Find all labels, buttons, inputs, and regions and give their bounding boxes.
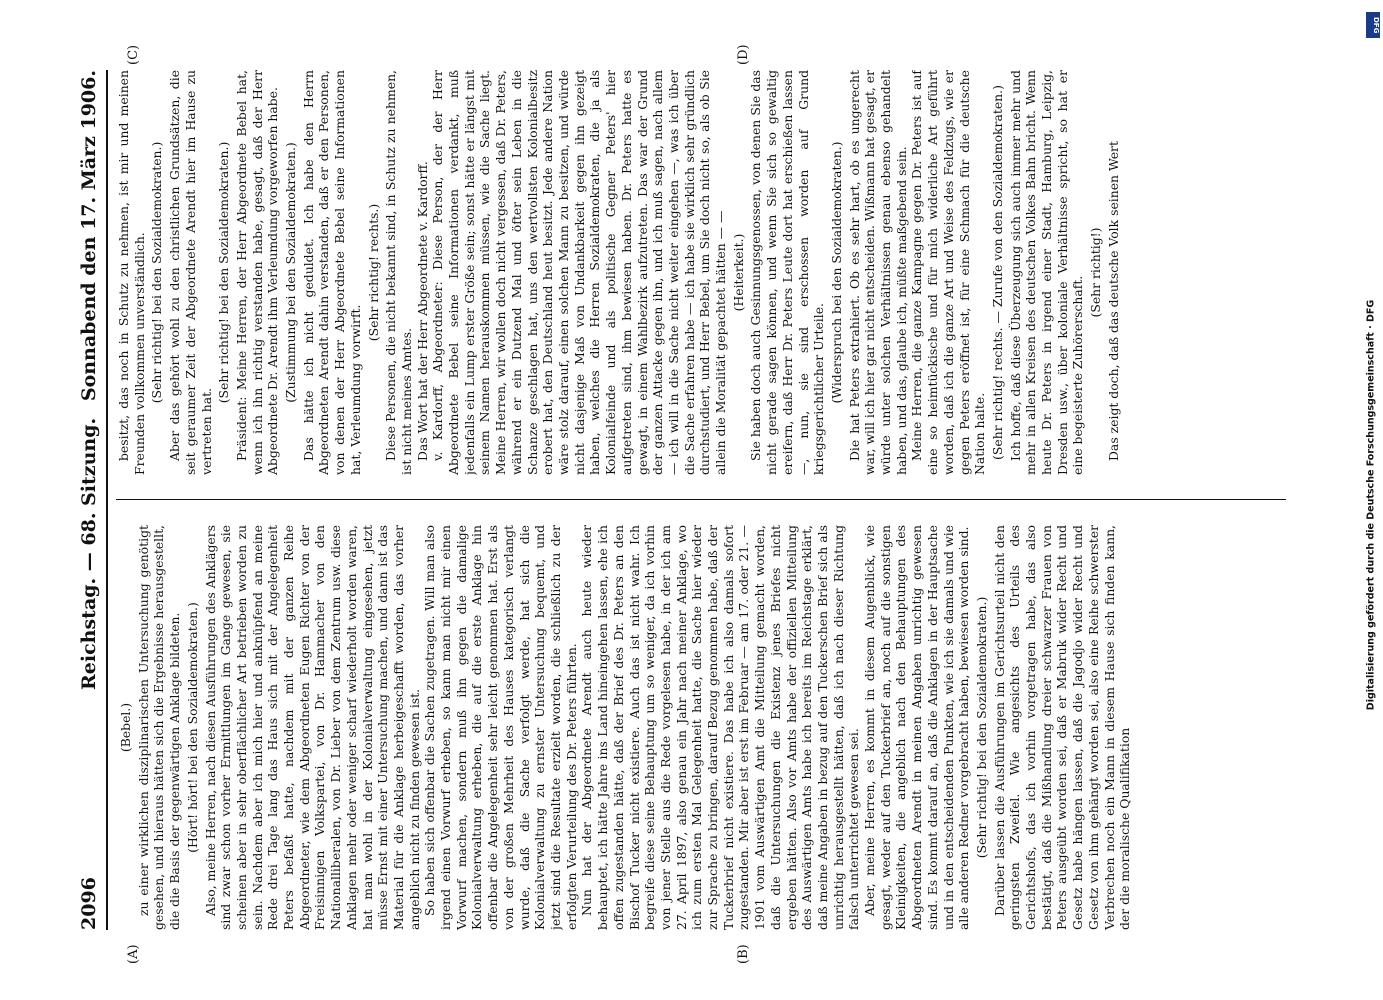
column-right (116, 70, 1286, 475)
digitization-credit (1362, 20, 1380, 990)
paragraph: v. Kardorff, Abgeordneter: Diese Person, der der Herr Abgeordnete Bebel seine Informationen verdankt, muß jedenfalls ein Lump erster Größe sein; sonst hätte er längst mit seinem Namen herauskommen müssen, wie die Sache liegt. Meine Herren, wir wollen doch nicht vergessen, daß Dr. Peters, während er ein Dutzend Mal und öfter sein Leben in die Schanze geschlagen hat, uns den wertvollsten Kolonialbesitz erobert hat, den Deutschland heut besitzt. Jede andere Nation wäre stolz darauf, einen solchen Mann zu besitzen, und würde nicht dasjenige Maß von Undankbarkeit gegen ihn gezeigt haben, welches die Herren Sozialdemokraten, die ja als Kolonialfeinde und als politische Gegner Peters' hier aufgetreten sind, ihm bewiesen haben. Dr. Peters hatte es gewagt, in einem Wahlbezirk aufzutreten. Das war der Grund der ganzen Attacke gegen ihn, und ich muß sagen, nach allem — ich will in die Sache nicht weiter eingehen —, was ich über die Sache erfahren habe — ich habe sie wirklich sehr gründlich durchstudiert, und Herr Bebel, um Sie doch nicht so, als ob Sie allein die Moralität gepachtet hätten — — (430, 70, 729, 475)
paragraph: (Heiterkeit.) (730, 233, 746, 312)
paragraph: Das zeigt doch, daß das deutsche Volk seinen Wert (1105, 141, 1121, 461)
paragraph: Präsident: Meine Herren, der Herr Abgeordnete Bebel hat, wenn ich ihn richtig verstanden habe, gesagt, daß der Herr Abgeordnete Dr. Arendt ihm Verleumdung vorgeworfen habe. (233, 70, 281, 475)
dfg-logo: DFG (1366, 12, 1380, 38)
paragraph: Diese Personen, die nicht bekannt sind, in Schutz zu nehmen, ist nicht meines Amtes. (383, 70, 414, 475)
paragraph: Sie haben doch auch Gesinnungsgenossen, von denen Sie das nicht gerade sagen können, und wenn Sie sich so gewaltig ereifern, daß Herr Dr. Peters Leute dort hat erschießen lassen —, nun, sie sind erschossen worden auf Grund kriegsgerichtlicher Urteile. (748, 70, 827, 475)
column-divider (116, 499, 1286, 500)
paragraph: Meine Herren, die ganze Kampagne gegen Dr. Peters ist auf eine so heimtückische und für mich widerliche Art geführt worden, daß ich die ganze Art und Weise des Feldzugs, wie er gegen Peters eröffnet ist, für eine Schmach für die deutsche Nation halte. (909, 70, 988, 475)
paragraph: Das Wort hat der Herr Abgeordnete v. Kardorff. (414, 161, 430, 461)
paragraph: (Sehr richtig! bei den Sozialdemokraten.) (973, 596, 989, 859)
paragraph: (Hört! hört! bei den Sozialdemokraten.) (184, 602, 200, 853)
paragraph: Die hat Peters extrahiert. Ob es sehr hart, ob es ungerecht war, will ich hier gar nicht entscheiden. Wißmann hat gesagt, er würde unter solchen Verhältnissen genau ebenso gehandelt haben, und das, glaube ich, müßte maßgebend sein. (846, 70, 909, 475)
paragraph: zu einer wirklichen disziplinarischen Untersuchung genötigt gesehen, und hieraus hätten sich die Ergebnisse herausgestellt, die die Basis der gegenwärtigen Anklage bildeten. (135, 525, 183, 930)
paragraph: (Sehr richtig! bei den Sozialdemokraten.) (149, 141, 165, 404)
paragraph: (Sehr richtig! bei den Sozialdemokraten.) (216, 141, 232, 404)
paragraph: (Sehr richtig!) (1088, 227, 1104, 318)
paragraph: Das hätte ich nicht geduldet. Ich habe den Herrn Abgeordneten Arendt dahin verstanden, daß er den Personen, von denen der Herr Abgeordnete Bebel seine Informationen hat, Verleumdung vorwirft. (300, 70, 363, 475)
credit-text: Digitalisierung gefördert durch die Deutsche Forschungsgemeinschaft · DFG (1365, 299, 1377, 711)
session-title: Reichstag. — 68. Sitzung. (78, 417, 100, 690)
paragraph: Darüber lassen die Ausführungen im Gerichtsurteil nicht den geringsten Zweifel. Wie angesichts des Urteils des Gerichtshofs, das ich vorhin vorgetragen habe, das also bestätigt, daß die Mißhandlung dreier schwarzer Frauen von Peters ausgeübt worden sei, daß er Mabruk wider Recht und Gesetz habe hängen lassen, daß die Jagodjo wider Recht und Gesetz von ihm gehängt worden sei, also eine Reihe schwerster Verbrechen noch ein Mann in diesem Hause sich finden kann, der die moralische Qualifikation (991, 525, 1133, 930)
paragraph: (Zustimmung bei den Sozialdemokraten.) (283, 142, 299, 403)
page-header (76, 70, 108, 930)
margin-marker-d: (D) (736, 44, 751, 65)
column-left (116, 525, 1286, 930)
paragraph: (Sehr richtig! rechts. — Zurufe von den Sozialdemokraten.) (989, 85, 1005, 460)
margin-marker-b: (B) (736, 944, 751, 964)
paragraph: (Sehr richtig! rechts.) (365, 203, 381, 342)
paragraph: Aber das gehört wohl zu den christlichen Grundsätzen, die seit geraumer Zeit der Abgeordnete Arendt hier im Hause zu vertreten hat. (167, 70, 214, 475)
paragraph: Also, meine Herren, nach diesen Ausführungen des Anklägers sind zwar schon vorher Ermittlungen im Gange gewesen, sie scheinen aber in sehr oberflächlicher Art betrieben worden zu sein. Nachdem aber ich mich hier und anknüpfend an meine Rede drei Tage lang das Haus sich mit der Angelegenheit Peters befaßt hatte, nachdem mit der ganzen Reihe Abgeordneter, wie dem Abgeordneten Eugen Richter von der Freisinnigen Volkspartei, von Dr. Hammacher von den Nationalliberalen, von Dr. Lieber von dem Zentrum usw. diese Anklagen mehr oder weniger scharf wiederholt worden waren, hat man wohl in der Kolonialverwaltung eingesehen, jetzt müsse Ernst mit einer Untersuchung machen, und dann ist das Material für die Anklage herbeigeschafft worden, das vorher angeblich nicht zu finden gewesen ist. (202, 525, 422, 930)
rotated-page-content (56, 30, 1326, 970)
margin-marker-a: (A) (126, 944, 141, 964)
paragraph: Ich hoffe, daß diese Überzeugung sich auch immer mehr und mehr in allen Kreisen des deutschen Volkes Bahn bricht. Wenn heute Dr. Peters in irgend einer Stadt, Hamburg, Leipzig, Dresden usw., über koloniale Verhältnisse spricht, so hat er eine begeisterte Zuhörerschaft. (1007, 70, 1086, 475)
paragraph: Nun hat der Abgeordnete Arendt auch heute wieder behauptet, ich hätte Jahre ins Land hineingehen lassen, ehe ich offen zugestanden hätte, daß der Brief des Dr. Peters an den Bischof Tucker nicht existiere. Auch das ist nicht wahr. Ich begreife diese seine Behauptung um so weniger, da ich vorhin von jener Stelle aus die Rede vorgelesen habe, in der ich am 27. April 1897, also genau ein Jahr nach meiner Anklage, wo ich zum ersten Mal Gelegenheit hatte, die Sache hier wieder zur Sprache zu bringen, darauf Bezug genommen habe, daß der Tuckerbrief nicht existiere. Das habe ich also damals sofort zugestanden. Mir aber ist erst im Februar — am 17. oder 21. — 1901 vom Auswärtigen Amt die Mitteilung gemacht worden, daß die Untersuchungen die Existenz jenes Briefes nicht ergeben hätten. Also vor Amts habe der offiziellen Mitteilung des Auswärtigen Amts habe ich bereits im Reichstage erklärt, daß meine Angaben in bezug auf den Tuckerschen Brief sich als unrichtig herausgestellt hätten, daß ich nach dieser Richtung falsch unterrichtet gewesen sei. (579, 525, 862, 930)
page-number: 2096 (78, 877, 100, 930)
paragraph: Aber, meine Herren, es kommt in diesem Augenblick, wie gesagt, weder auf den Tuckerbrief an, noch auf die sonstigen Kleinigkeiten, die angeblich nach den Behauptungen des Abgeordneten Arendt in meinen Angaben unrichtig gewesen sind. Es kommt darauf an, daß die Anklagen in der Hauptsache und in den entscheidenden Punkten, wie ich sie damals und wie alle anderen Redner vorgebracht haben, bewiesen worden sind. (862, 525, 972, 930)
paragraph: (Bebel.) (118, 702, 133, 753)
paragraph: besitzt, das noch in Schutz zu nehmen, ist mir und meinen Freunden vollkommen unverständlich. (116, 70, 147, 475)
paragraph: (Widerspruch bei den Sozialdemokraten.) (828, 141, 844, 404)
paragraph: So haben sich offenbar die Sachen zugetragen. Will man also irgend einen Vorwurf erheben, so kann man nicht mir einen Vorwurf machen, sondern muß ihn gegen die damalige Kolonialverwaltung erheben, die auf die erste Anklage hin offenbar die Angelegenheit sehr leicht genommen hat. Erst als von der großen Mehrheit des Hauses kategorisch verlangt wurde, daß die Sache verfolgt werde, hat sich die Kolonialverwaltung zu ernster Untersuchung bequemt, und jetzt sind die Resultate erzielt worden, die schließlich zu der erfolgten Verurteilung des Dr. Peters führten. (422, 525, 579, 930)
session-date: Sonnabend den 17. März 1906. (78, 70, 100, 402)
margin-marker-c: (C) (126, 44, 141, 65)
